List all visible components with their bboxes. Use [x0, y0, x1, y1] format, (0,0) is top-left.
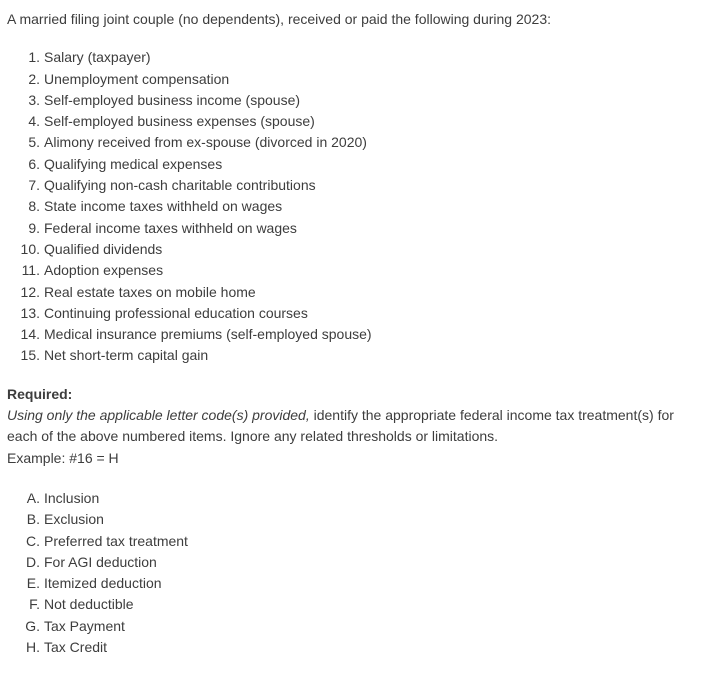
instruction-rest: identify the appropriate federal income tax treatment(s) for each of the above numbered items. Ignore any related thresholds or limitations. [7, 407, 674, 445]
letter-codes-list [7, 488, 695, 658]
list-item [7, 509, 695, 530]
item-label: Real estate taxes on mobile home [44, 283, 256, 300]
list-item [7, 573, 695, 594]
item-number: 5. [28, 134, 40, 151]
code-label: Itemized deduction [44, 575, 162, 592]
item-label: Salary (taxpayer) [44, 49, 151, 66]
code-label: Preferred tax treatment [44, 532, 188, 549]
list-item [7, 69, 695, 90]
income-items-list [7, 47, 695, 366]
list-item [7, 111, 695, 132]
example-line: Example: #16 = H [7, 449, 119, 466]
item-number: 13. [20, 304, 40, 321]
list-item [7, 637, 695, 658]
list-item [7, 47, 695, 68]
code-label: Inclusion [44, 489, 100, 506]
list-item [7, 303, 695, 324]
item-number: 15. [20, 347, 40, 364]
item-number: 4. [28, 113, 40, 130]
list-item [7, 90, 695, 111]
question-intro: A married filing joint couple (no dependents), received or paid the following during 2023: [7, 11, 552, 27]
item-label: Alimony received from ex-spouse (divorced in 2020) [44, 134, 367, 151]
list-item [7, 552, 695, 573]
item-label: Federal income taxes withheld on wages [44, 219, 297, 236]
item-label: Qualifying medical expenses [44, 155, 223, 172]
code-label: Not deductible [44, 596, 134, 613]
item-number: 12. [20, 283, 40, 300]
list-item [7, 345, 695, 366]
list-item [7, 218, 695, 239]
item-label: Unemployment compensation [44, 70, 230, 87]
list-item [7, 282, 695, 303]
item-label: Medical insurance premiums (self-employed spouse) [44, 326, 372, 343]
code-letter: E. [26, 575, 40, 592]
item-label: Continuing professional education courses [44, 304, 308, 321]
list-item [7, 239, 695, 260]
item-number: 11. [21, 262, 40, 279]
item-label: Self-employed business expenses (spouse) [44, 113, 315, 130]
code-letter: C. [26, 532, 40, 549]
instruction-text [7, 405, 695, 448]
tax-question-page [7, 9, 695, 658]
list-item [7, 531, 695, 552]
code-letter: G. [25, 617, 40, 634]
code-label: Tax Credit [44, 639, 108, 656]
item-number: 10. [20, 240, 40, 257]
list-item [7, 616, 695, 637]
required-section [7, 384, 695, 469]
code-label: Exclusion [44, 511, 104, 528]
required-heading: Required: [7, 385, 73, 402]
code-letter: A. [26, 489, 40, 506]
item-number: 3. [28, 91, 40, 108]
list-item [7, 154, 695, 175]
instruction-italic: Using only the applicable letter code(s) provided, [7, 407, 310, 424]
list-item [7, 488, 695, 509]
item-number: 6. [28, 155, 40, 172]
list-item [7, 175, 695, 196]
list-item [7, 594, 695, 615]
item-number: 14. [20, 326, 40, 343]
item-label: Qualified dividends [44, 240, 163, 257]
item-label: Qualifying non-cash charitable contributions [44, 177, 316, 194]
item-label: State income taxes withheld on wages [44, 198, 283, 215]
code-letter: H. [26, 639, 40, 656]
list-item [7, 324, 695, 345]
list-item [7, 196, 695, 217]
item-label: Self-employed business income (spouse) [44, 91, 301, 108]
code-label: For AGI deduction [44, 553, 157, 570]
code-letter: F. [29, 596, 40, 613]
list-item [7, 132, 695, 153]
item-label: Net short-term capital gain [44, 347, 209, 364]
code-letter: D. [26, 553, 40, 570]
code-label: Tax Payment [44, 617, 125, 634]
item-number: 2. [28, 70, 40, 87]
item-number: 7. [28, 177, 40, 194]
item-number: 9. [28, 219, 40, 236]
code-letter: B. [26, 511, 40, 528]
item-number: 8. [28, 198, 40, 215]
list-item [7, 260, 695, 281]
item-label: Adoption expenses [44, 262, 164, 279]
item-number: 1. [28, 49, 40, 66]
